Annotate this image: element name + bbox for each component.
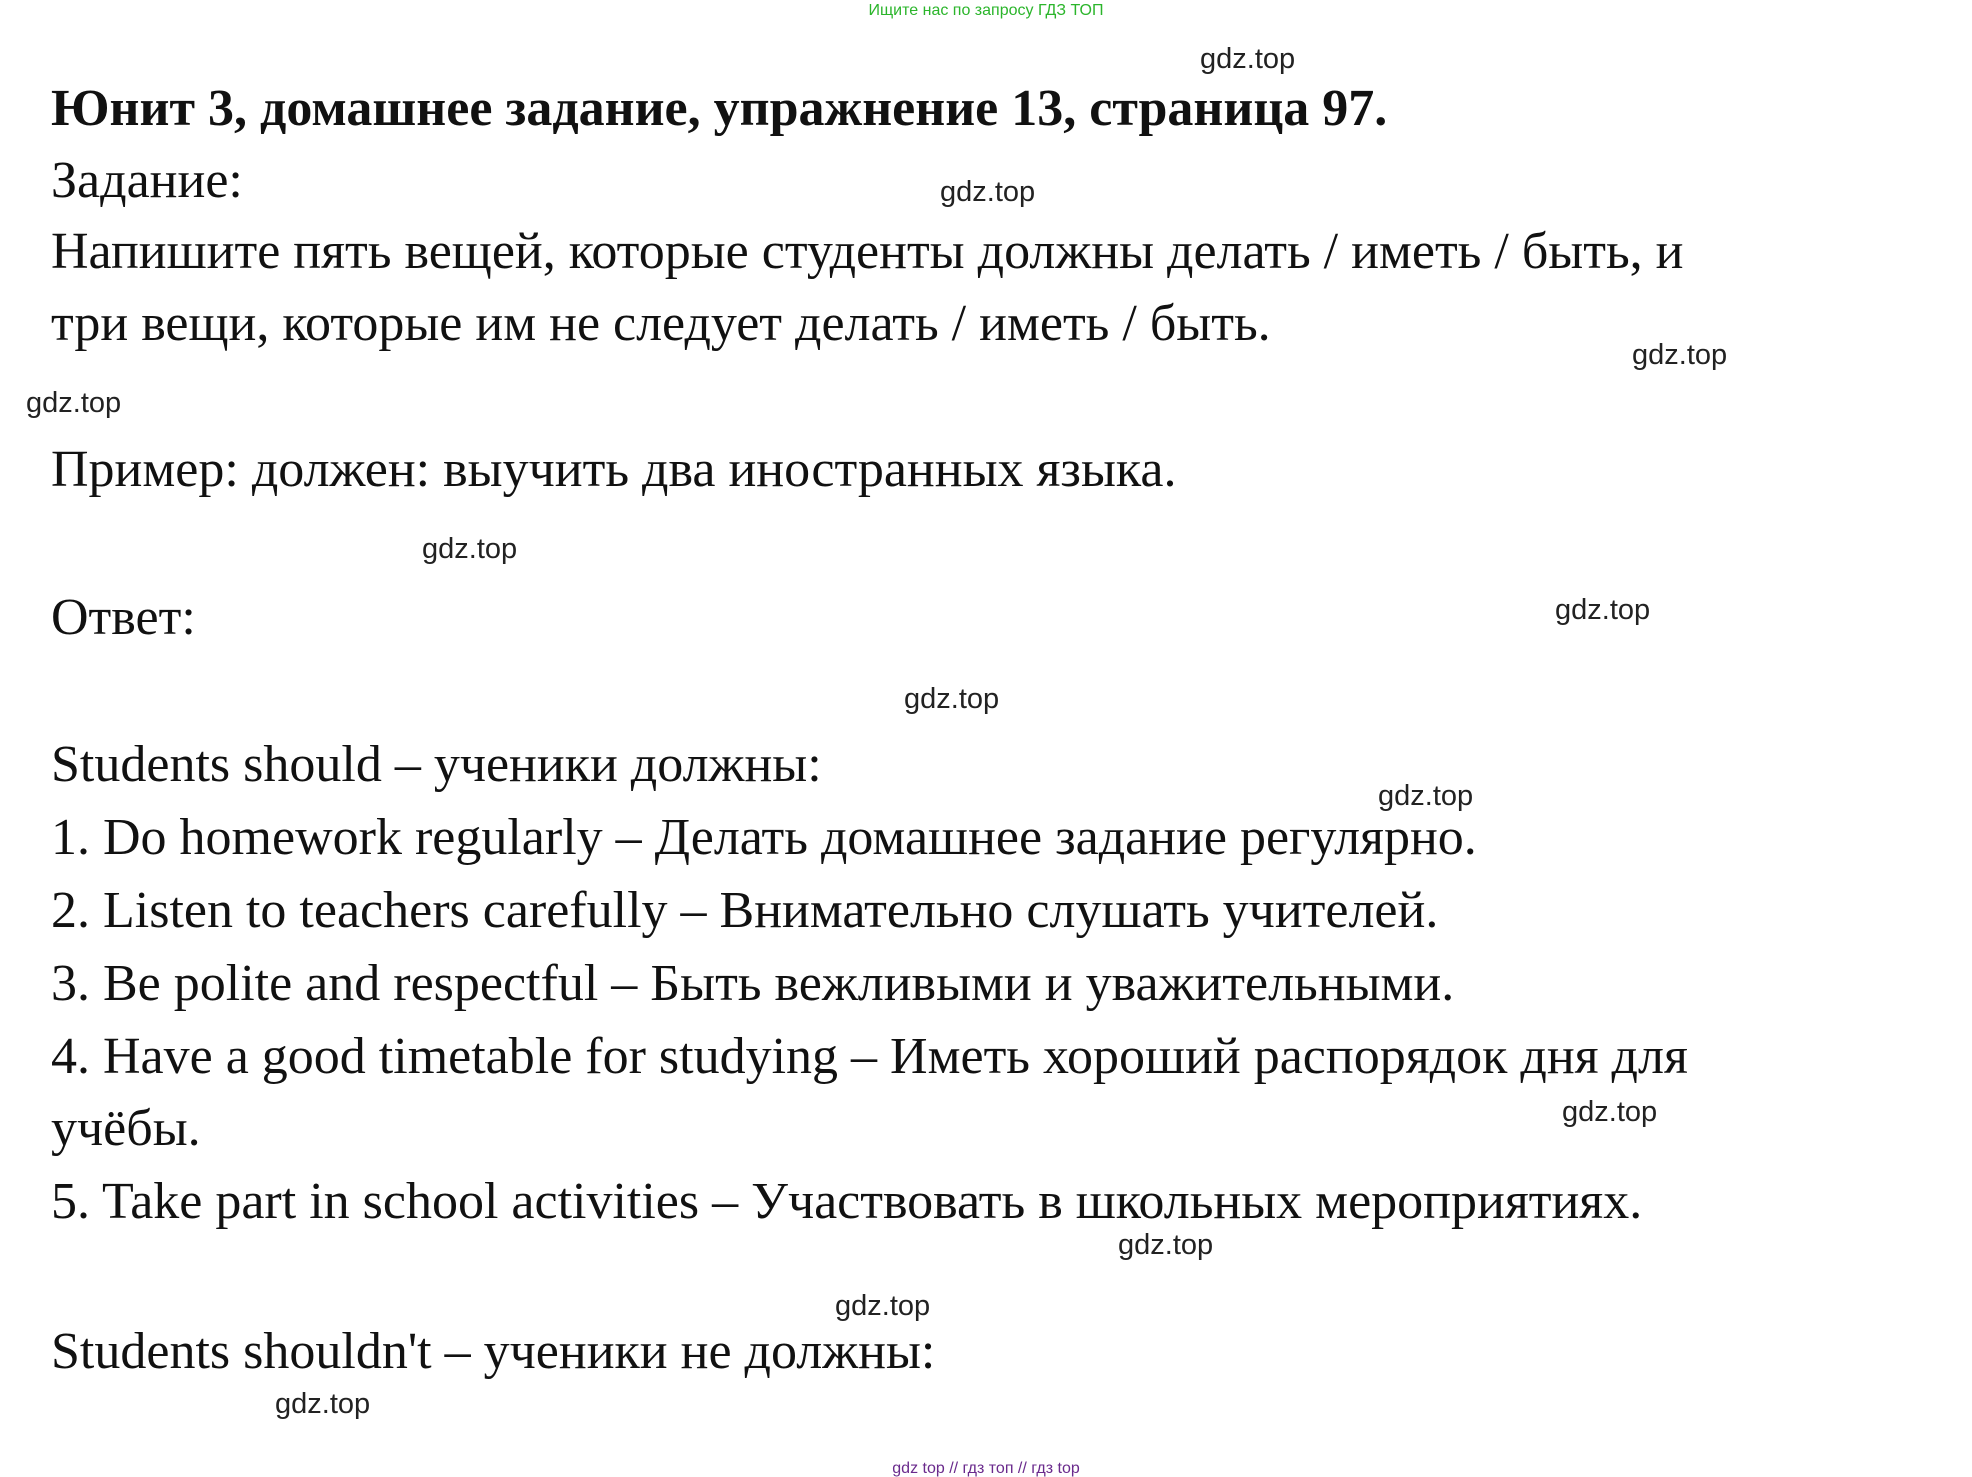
shouldnt-heading: Students shouldn't – ученики не должны: [51, 1323, 936, 1380]
should-item-2: 2. Listen to teachers carefully – Внимательно слушать учителей. [51, 882, 1439, 939]
top-banner: Ищите нас по запросу ГДЗ ТОП [868, 2, 1104, 19]
watermark: gdz.top [1562, 1096, 1658, 1128]
should-heading: Students should – ученики должны: [51, 736, 822, 793]
watermark: gdz.top [422, 533, 518, 565]
watermark: gdz.top [275, 1388, 371, 1420]
page-title: Юнит 3, домашнее задание, упражнение 13, страница 97. [51, 80, 1388, 137]
should-item-5: 5. Take part in school activities – Участвовать в школьных мероприятиях. [51, 1173, 1643, 1230]
example-text: Пример: должен: выучить два иностранных языка. [51, 441, 1177, 498]
should-item-1: 1. Do homework regularly – Делать домашнее задание регулярно. [51, 809, 1477, 866]
watermark: gdz.top [1200, 43, 1296, 75]
footer-watermark: gdz top // гдз топ // гдз top [892, 1460, 1080, 1477]
answer-label: Ответ: [51, 589, 196, 646]
watermark: gdz.top [26, 387, 122, 419]
task-text-line-2: три вещи, которые им не следует делать / иметь / быть. [51, 295, 1271, 352]
task-text-line-1: Напишите пять вещей, которые студенты должны делать / иметь / быть, и [51, 223, 1684, 280]
should-item-4-continued: учёбы. [51, 1100, 201, 1157]
watermark: gdz.top [1555, 594, 1651, 626]
watermark: gdz.top [1378, 780, 1474, 812]
watermark: gdz.top [835, 1290, 931, 1322]
watermark: gdz.top [940, 176, 1036, 208]
should-item-4: 4. Have a good timetable for studying – Иметь хороший распорядок дня для [51, 1028, 1688, 1085]
watermark: gdz.top [1632, 339, 1728, 371]
should-item-3: 3. Be polite and respectful – Быть вежливыми и уважительными. [51, 955, 1455, 1012]
watermark: gdz.top [904, 683, 1000, 715]
watermark: gdz.top [1118, 1229, 1214, 1261]
task-label: Задание: [51, 152, 243, 209]
